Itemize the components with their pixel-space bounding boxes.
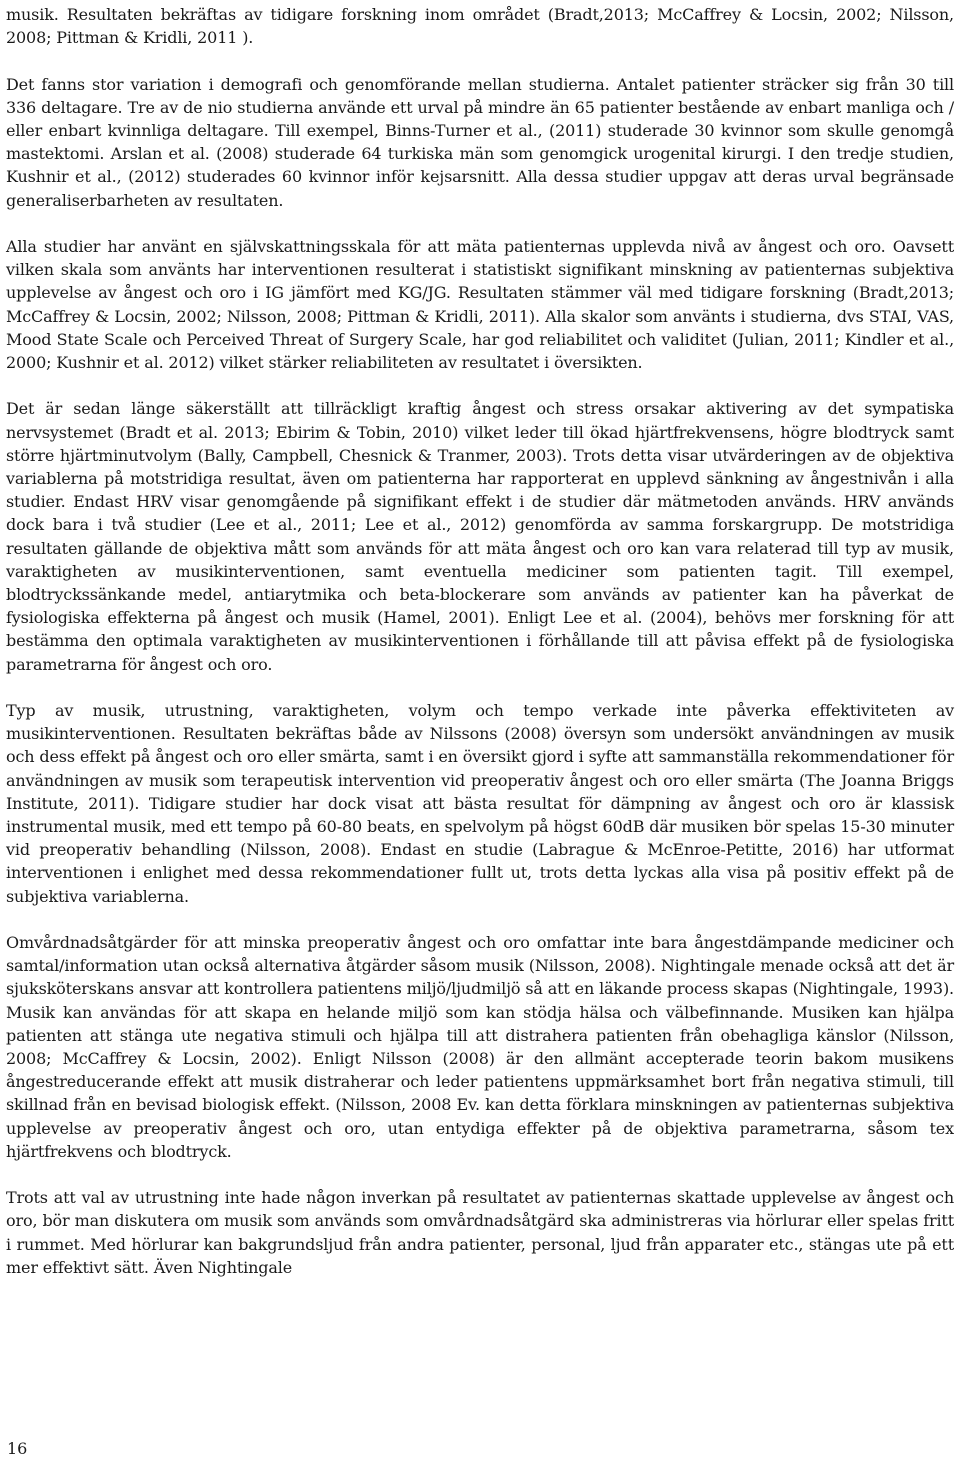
paragraph-nursing-interventions: Omvårdnadsåtgärder för att minska preoperativ ångest och oro omfattar inte bara ångestdämpande mediciner och samtal/information utan också alternativa åtgärder såsom musik (Nilsson, 2008). Nightingale menade också att det är sjuksköterskans ansvar att kontrollera patientens miljö/ljudmiljö så att en läkande process skapas (Nightingale, 1993). Musik kan användas för att skapa en helande miljö som kan stödja hälsa och välbefinnande. Musiken kan hjälpa patienten att stänga ute negativa stimuli och hjälpa till att distrahera patienten från obehagliga känslor (Nilsson, 2008; McCaffrey & Locsin, 2002). Enligt Nilsson (2008) är den allmänt accepterade teorin bakom musikens ångestreducerande effekt att musik distraherar och leder patientens uppmärksamhet bort från negativa stimuli, till skillnad från en bevisad biologisk effekt. (Nilsson, 2008 Ev. kan detta förklara minskningen av patienternas subjektiva upplevelse av preoperativ ångest och oro, utan entydiga effekter på de objektiva parametrarna, såsom tex hjärtfrekvens och blodtryck. (6, 933, 954, 1161)
paragraph-music-results: musik. Resultaten bekräftas av tidigare forskning inom området (Bradt,2013; McCaffrey & Locsin, 2002; Nilsson, 2008; Pittman & Kridli, 2011 ). (6, 5, 954, 48)
paragraph-equipment: Trots att val av utrustning inte hade någon inverkan på resultatet av patienternas skattade upplevelse av ångest och oro, bör man diskutera om musik som används som omvårdnadsåtgärd ska administreras via hörlurar eller spelas fritt i rummet. Med hörlurar kan bakgrundsljud från andra patienter, personal, ljud från apparater etc., stängas ute på ett mer effektivt sätt. Även Nightingale (6, 1188, 954, 1277)
paragraph-self-rating-scales: Alla studier har använt en självskattningsskala för att mäta patienternas upplevda nivå av ångest och oro. Oavsett vilken skala som använts har interventionen resulterat i statistiskt signifikant minskning av patienternas subjektiva upplevelse av ångest och oro i IG jämfört med KG/JG. Resultaten stämmer väl med tidigare forskning (Bradt,2013; McCaffrey & Locsin, 2002; Nilsson, 2008; Pittman & Kridli, 2011). Alla skalor som använts i studierna, dvs STAI, VAS, Mood State Scale och Perceived Threat of Surgery Scale, har god reliabilitet och validitet (Julian, 2011; Kindler et al., 2000; Kushnir et al. 2012) vilket stärker reliabiliteten av resultatet i översikten. (6, 237, 954, 373)
page-number: 16 (7, 1439, 28, 1458)
document-body (6, 3, 954, 1279)
paragraph-objective-variables: Det är sedan länge säkerställt att tillräckligt kraftig ångest och stress orsakar aktivering av det sympatiska nervsystemet (Bradt et al. 2013; Ebirim & Tobin, 2010) vilket leder till ökad hjärtfrekvensens, högre blodtryck samt större hjärtminutvolym (Bally, Campbell, Chesnick & Tranmer, 2003). Trots detta visar utvärderingen av de objektiva variablerna på motstridiga resultat, även om patienterna har rapporterat en upplevd sänkning av ångestnivån i alla studier. Endast HRV visar genomgående på signifikant effekt i de studier där mätmetoden används. HRV används dock bara i två studier (Lee et al., 2011; Lee et al., 2012) genomförda av samma forskargrupp. De motstridiga resultaten gällande de objektiva mått som används för att mäta ångest och oro kan vara relaterad till typ av musik, varaktigheten av musikinterventionen, samt eventuella mediciner som patienten tagit. Till exempel, blodtryckssänkande medel, antiarytmika och beta-blockerare som används av patienter kan ha påverkat de fysiologiska effekterna på ångest och musik (Hamel, 2001). Enligt Lee et al. (2004), behövs mer forskning för att bestämma den optimala varaktigheten av musikinterventionen i förhållande till att påvisa effekt på de fysiologiska parametrarna för ångest och oro. (6, 399, 954, 674)
paragraph-music-type: Typ av musik, utrustning, varaktigheten, volym och tempo verkade inte påverka effektiviteten av musikinterventionen. Resultaten bekräftas både av Nilssons (2008) översyn som undersökt användningen av musik och dess effekt på ångest och oro eller smärta, samt i en översikt gjord i syfte att sammanställa rekommendationer för användningen av musik som terapeutisk intervention vid preoperativ ångest och oro eller smärta (The Joanna Briggs Institute, 2011). Tidigare studier har dock visat att bästa resultat för dämpning av ångest och oro är klassisk instrumental musik, med ett tempo på 60-80 beats, en spelvolym på högst 60dB där musiken bör spelas 15-30 minuter vid preoperativ behandling (Nilsson, 2008). Endast en studie (Labrague & McEnroe-Petitte, 2016) har utformat interventionen i enlighet med dessa rekommendationer fullt ut, trots detta lyckas alla visa på positiv effekt på de subjektiva variablerna. (6, 701, 954, 906)
paragraph-demographic-variation: Det fanns stor variation i demografi och genomförande mellan studierna. Antalet patienter sträcker sig från 30 till 336 deltagare. Tre av de nio studierna använde ett urval på mindre än 65 patienter bestående av enbart manliga och / eller enbart kvinnliga deltagare. Till exempel, Binns-Turner et al., (2011) studerade 30 kvinnor som skulle genomgå mastektomi. Arslan et al. (2008) studerade 64 turkiska män som genomgick urogenital kirurgi. I den tredje studien, Kushnir et al., (2012) studerades 60 kvinnor inför kejsarsnitt. Alla dessa studier uppgav att deras urval begränsade generaliserbarheten av resultaten. (6, 74, 954, 210)
